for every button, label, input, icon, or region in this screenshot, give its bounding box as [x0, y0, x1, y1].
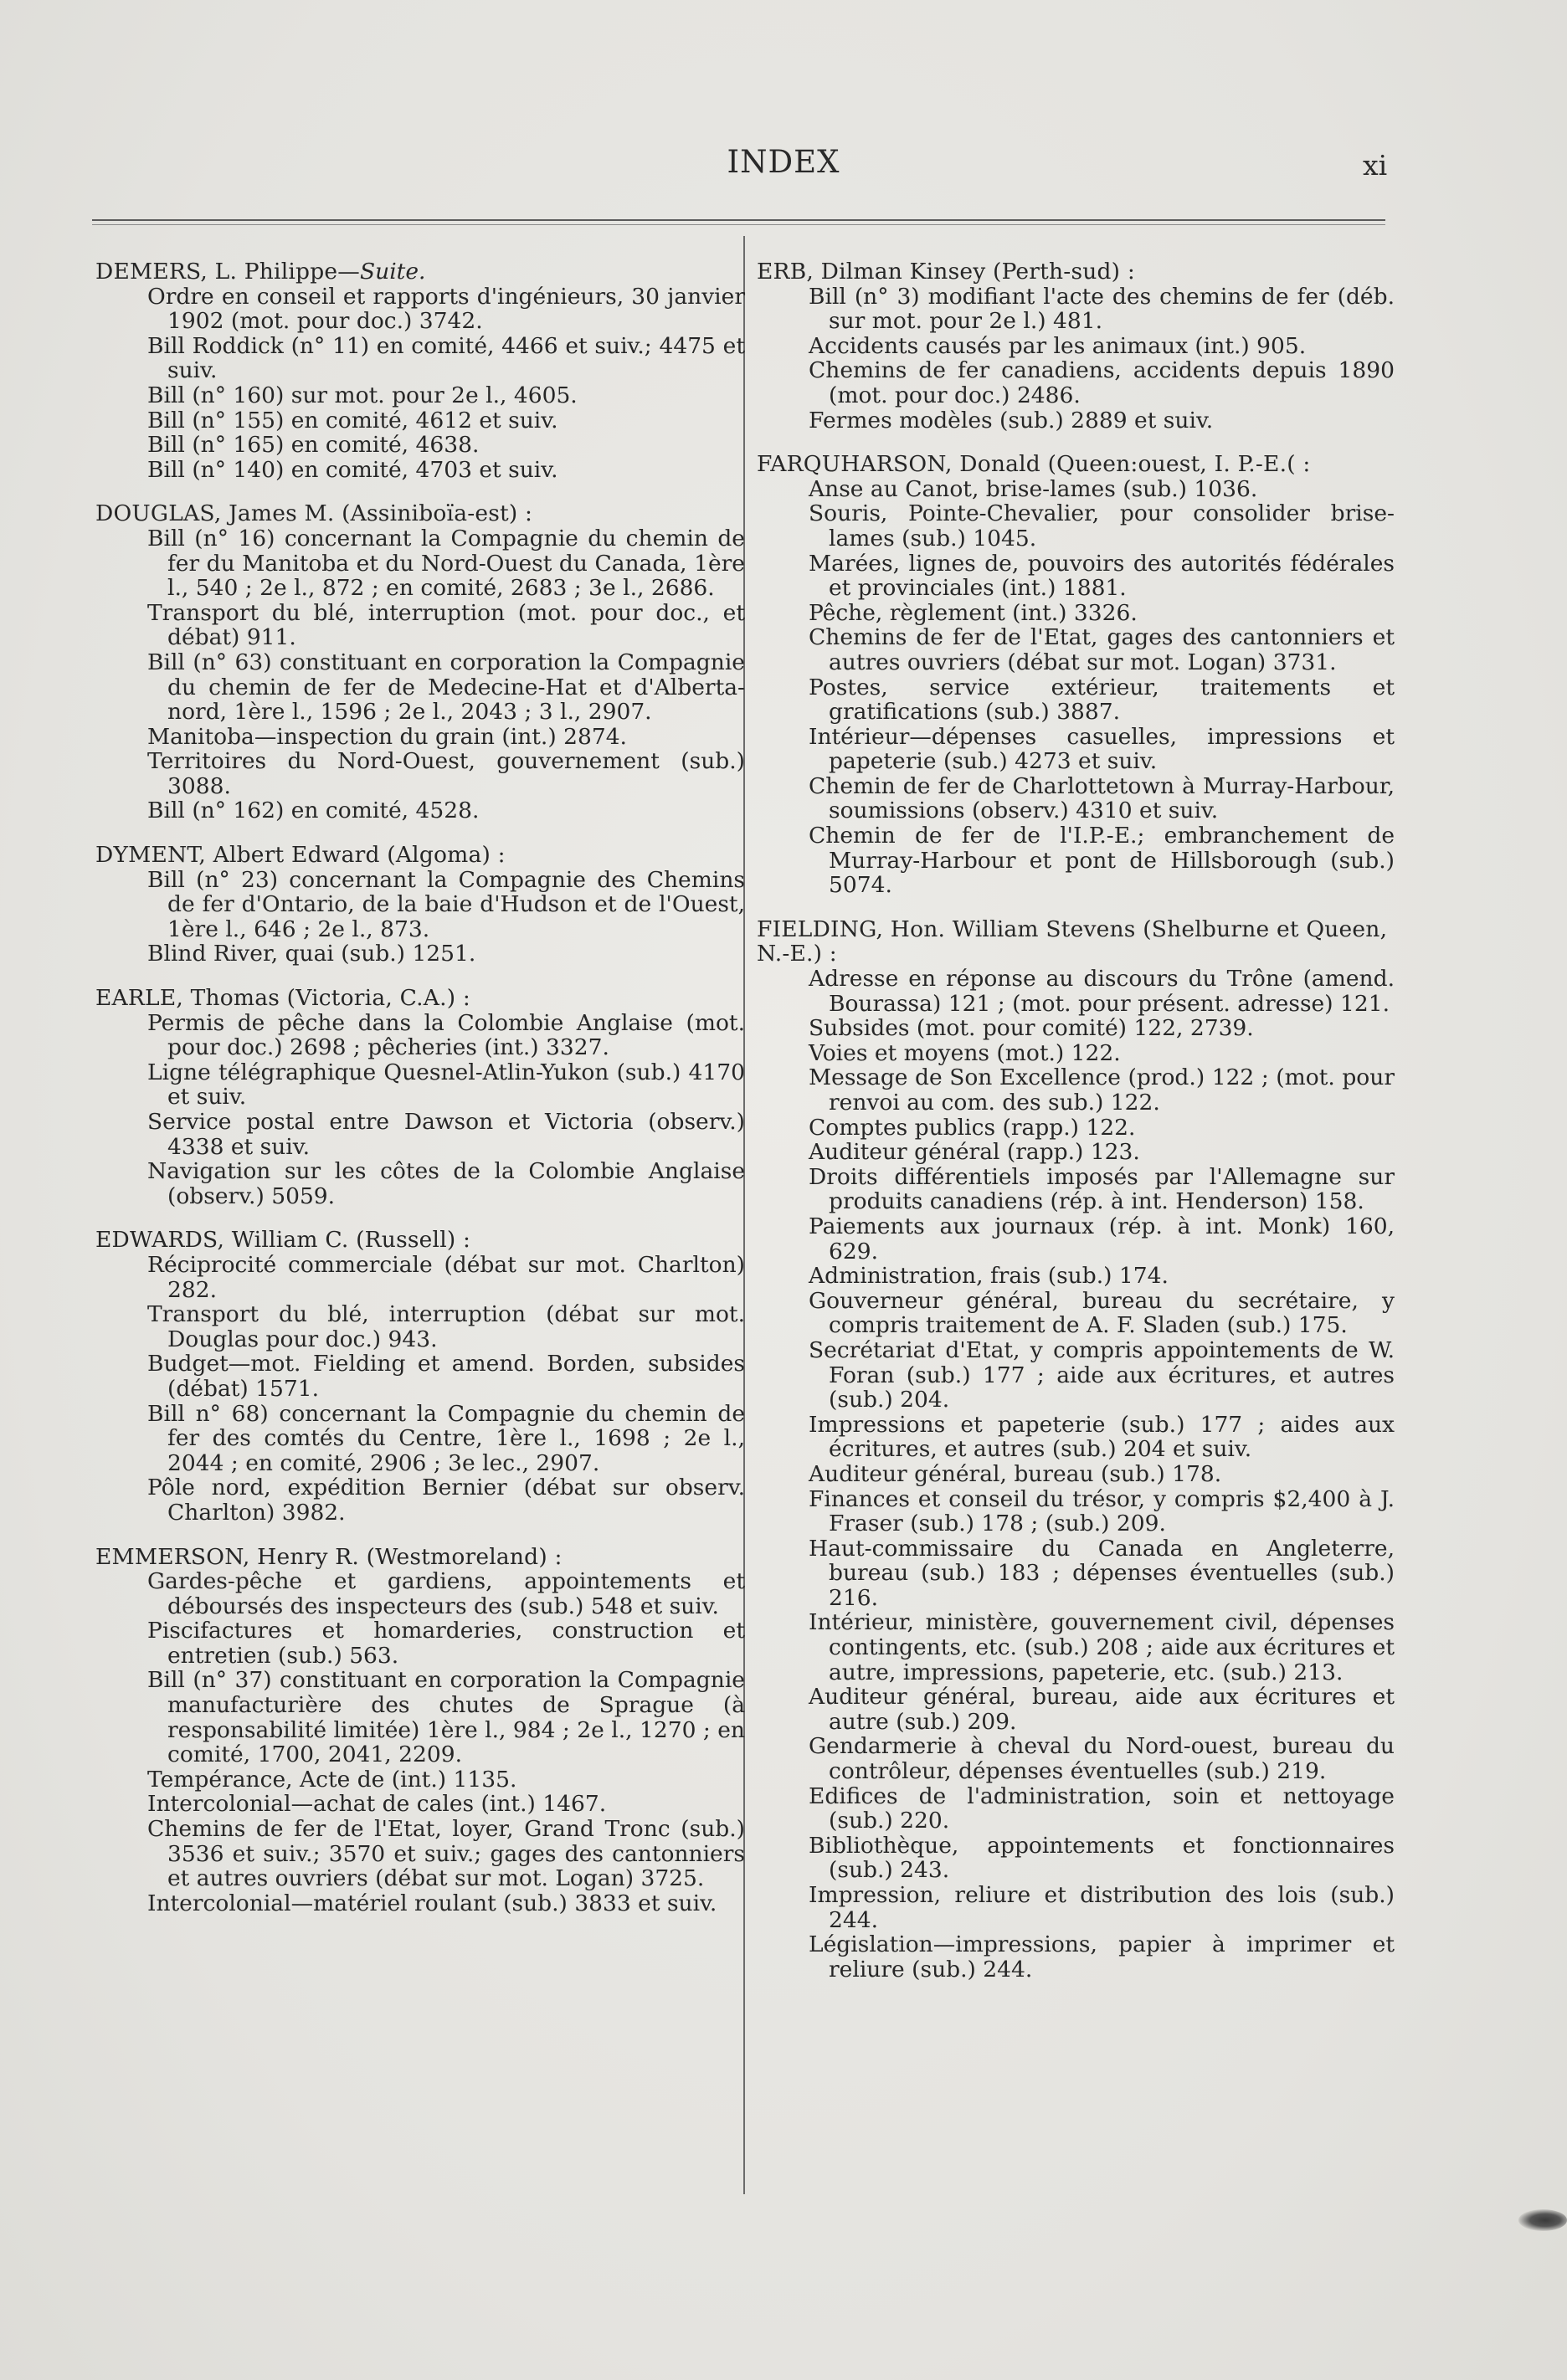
entry-item: Territoires du Nord-Ouest, gouvernement (sub.) 3088.: [147, 748, 745, 799]
index-entry: [95, 259, 745, 482]
left-column: [95, 259, 745, 1935]
header-rule: [92, 219, 1385, 225]
entry-item: Blind River, quai (sub.) 1251.: [147, 941, 476, 967]
entry-name: ERB, Dilman Kinsey (Perth-sud) :: [757, 259, 1135, 285]
index-entry: [95, 501, 745, 823]
entry-item: Piscifactures et homarderies, construction et entretien (sub.) 563.: [147, 1618, 745, 1669]
entry-item: Chemin de fer de l'I.P.-E.; embranchement de Murray-Harbour et pont de Hillsborough (sub.) 5074.: [809, 823, 1395, 899]
entry-item: Pêche, règlement (int.) 3326.: [809, 599, 1138, 626]
entry-item: Intercolonial—achat de cales (int.) 1467.: [147, 1791, 607, 1818]
entry-item: Service postal entre Dawson et Victoria (observ.) 4338 et suiv.: [147, 1109, 745, 1160]
entry-item: Fermes modèles (sub.) 2889 et suiv.: [809, 407, 1214, 433]
index-entry: [757, 917, 1395, 1982]
entry-item: Intercolonial—matériel roulant (sub.) 3833 et suiv.: [147, 1890, 717, 1916]
entry-item: Intérieur—dépenses casuelles, impressions et papeterie (sub.) 4273 et suiv.: [809, 723, 1395, 775]
entry-item: Impression, reliure et distribution des lois (sub.) 244.: [809, 1882, 1395, 1933]
entry-item: Postes, service extérieur, traitements et gratifications (sub.) 3887.: [809, 674, 1395, 726]
entry-item: Ligne télégraphique Quesnel-Atlin-Yukon (sub.) 4170 et suiv.: [147, 1059, 745, 1110]
entry-item: Manitoba—inspection du grain (int.) 2874.: [147, 723, 627, 750]
ink-blot: [1518, 2209, 1567, 2231]
entry-item: Pôle nord, expédition Bernier (débat sur observ. Charlton) 3982.: [147, 1475, 745, 1526]
entry-heading: [95, 843, 745, 868]
entry-item: Bill (n° 23) concernant la Compagnie des Chemins de fer d'Ontario, de la baie d'Hudson et de l'Ouest, 1ère l., 646 ; 2e l., 873.: [147, 866, 745, 942]
entry-item: Tempérance, Acte de (int.) 1135.: [147, 1766, 517, 1793]
entry-heading: [95, 259, 745, 285]
index-entry: [95, 1228, 745, 1525]
entry-name: EARLE, Thomas (Victoria, C.A.) :: [95, 985, 470, 1012]
entry-item: Législation—impressions, papier à imprimer et reliure (sub.) 244.: [809, 1931, 1395, 1982]
entry-item: Budget—mot. Fielding et amend. Borden, subsides (débat) 1571.: [147, 1351, 745, 1402]
entry-heading: [757, 917, 1395, 967]
page-title: INDEX: [727, 144, 840, 180]
index-entry: [95, 1545, 745, 1916]
entry-heading: [95, 1545, 745, 1570]
entry-item: Gendarmerie à cheval du Nord-ouest, bureau du contrôleur, dépenses éventuelles (sub.) 219.: [809, 1733, 1395, 1785]
entry-item: Bill (n° 16) concernant la Compagnie du chemin de fer du Manitoba et du Nord-Ouest du Canada, 1ère l., 540 ; 2e l., 872 ; en comité, 2683 ; 3e l., 2686.: [147, 525, 745, 602]
entry-name: EDWARDS, William C. (Russell) :: [95, 1227, 471, 1254]
entry-item: Accidents causés par les animaux (int.) 905.: [809, 332, 1307, 359]
entry-item: Subsides (mot. pour comité) 122, 2739.: [809, 1015, 1254, 1042]
entry-item: Gardes-pêche et gardiens, appointements et déboursés des inspecteurs des (sub.) 548 et suiv.: [147, 1568, 745, 1619]
entry-name: FIELDING, Hon. William Stevens (Shelburne et Queen, N.-E.) :: [757, 916, 1388, 967]
entry-heading: [95, 501, 745, 526]
entry-item: Marées, lignes de, pouvoirs des autorités fédérales et provinciales (int.) 1881.: [809, 550, 1395, 602]
right-column: [757, 259, 1395, 2001]
entry-item: Bill (n° 63) constituant en corporation la Compagnie du chemin de fer de Medecine-Hat et d'Alberta-nord, 1ère l., 1596 ; 2e l., 2043 ; 3 l., 2907.: [147, 649, 745, 726]
entry-item: Chemin de fer de Charlottetown à Murray-Harbour, soumissions (observ.) 4310 et suiv.: [809, 772, 1395, 824]
entry-heading-suffix: Suite.: [359, 259, 426, 285]
entry-item: Secrétariat d'Etat, y compris appointements de W. Foran (sub.) 177 ; aide aux écritures, et autres (sub.) 204.: [809, 1336, 1395, 1413]
entry-item: Droits différentiels imposés par l'Allemagne sur produits canadiens (rép. à int. Henderson) 158.: [809, 1163, 1395, 1215]
entry-item: Paiements aux journaux (rép. à int. Monk) 160, 629.: [809, 1213, 1395, 1264]
entry-item: Message de Son Excellence (prod.) 122 ; (mot. pour renvoi au com. des sub.) 122.: [809, 1064, 1395, 1116]
entry-item: Ordre en conseil et rapports d'ingénieurs, 30 janvier 1902 (mot. pour doc.) 3742.: [147, 283, 745, 335]
entry-name: DOUGLAS, James M. (Assiniboïa-est) :: [95, 500, 533, 527]
entry-heading: [95, 986, 745, 1011]
entry-item: Réciprocité commerciale (débat sur mot. Charlton) 282.: [147, 1251, 745, 1303]
entry-item: Anse au Canot, brise-lames (sub.) 1036.: [809, 475, 1258, 502]
entry-item: Souris, Pointe-Chevalier, pour consolider brise-lames (sub.) 1045.: [809, 500, 1395, 551]
entry-item: Administration, frais (sub.) 174.: [809, 1263, 1169, 1290]
entry-item: Bill (n° 155) en comité, 4612 et suiv.: [147, 407, 558, 433]
entry-heading: [757, 452, 1395, 477]
entry-item: Gouverneur général, bureau du secrétaire, y compris traitement de A. F. Sladen (sub.) 175.: [809, 1287, 1395, 1339]
entry-item: Chemins de fer de l'Etat, gages des cantonniers et autres ouvriers (débat sur mot. Logan) 3731.: [809, 624, 1395, 675]
entry-item: Navigation sur les côtes de la Colombie Anglaise (observ.) 5059.: [147, 1158, 745, 1209]
entry-item: Transport du blé, interruption (mot. pour doc., et débat) 911.: [147, 599, 745, 651]
entry-item: Edifices de l'administration, soin et nettoyage (sub.) 220.: [809, 1782, 1395, 1834]
entry-item: Chemins de fer canadiens, accidents depuis 1890 (mot. pour doc.) 2486.: [809, 357, 1395, 408]
entry-item: Haut-commissaire du Canada en Angleterre, bureau (sub.) 183 ; dépenses éventuelles (sub.) 216.: [809, 1535, 1395, 1611]
entry-item: Auditeur général, bureau (sub.) 178.: [809, 1460, 1222, 1487]
entry-name: DYMENT, Albert Edward (Algoma) :: [95, 842, 506, 869]
entry-heading: [757, 259, 1395, 285]
entry-item: Intérieur, ministère, gouvernement civil, dépenses contingents, etc. (sub.) 208 ; aide aux écritures et autre, impressions, papeterie, etc. (sub.) 213.: [809, 1609, 1395, 1685]
entry-name: FARQUHARSON, Donald (Queen:ouest, I. P.-E.( :: [757, 451, 1311, 478]
entry-item: Adresse en réponse au discours du Trône (amend. Bourassa) 121 ; (mot. pour présent. adresse) 121.: [809, 966, 1395, 1017]
entry-item: Permis de pêche dans la Colombie Anglaise (mot. pour doc.) 2698 ; pêcheries (int.) 3327.: [147, 1009, 745, 1061]
entry-item: Bill (n° 165) en comité, 4638.: [147, 432, 480, 459]
index-entry: [757, 259, 1395, 433]
entry-item: Bill (n° 3) modifiant l'acte des chemins de fer (déb. sur mot. pour 2e l.) 481.: [809, 283, 1395, 335]
entry-item: Transport du blé, interruption (débat sur mot. Douglas pour doc.) 943.: [147, 1301, 745, 1352]
index-entry: [95, 843, 745, 967]
entry-item: Finances et conseil du trésor, y compris $2,400 à J. Fraser (sub.) 178 ; (sub.) 209.: [809, 1485, 1395, 1537]
entry-item: Bill (n° 37) constituant en corporation la Compagnie manufacturière des chutes de Sprague (à responsabilité limitée) 1ère l., 984 ; 2e l., 1270 ; en comité, 1700, 2041, 2209.: [147, 1667, 745, 1768]
entry-item: Bill Roddick (n° 11) en comité, 4466 et suiv.; 4475 et suiv.: [147, 332, 745, 384]
entry-name: EMMERSON, Henry R. (Westmoreland) :: [95, 1543, 563, 1570]
index-entry: [95, 986, 745, 1208]
entry-item: Voies et moyens (mot.) 122.: [809, 1039, 1121, 1066]
entry-item: Bill (n° 140) en comité, 4703 et suiv.: [147, 456, 558, 483]
entry-item: Bill n° 68) concernant la Compagnie du chemin de fer des comtés du Centre, 1ère l., 1698 ; 2e l., 2044 ; en comité, 2906 ; 3e lec., 2907.: [147, 1400, 745, 1476]
entry-name: DEMERS, L. Philippe—: [95, 259, 360, 285]
entry-item: Bill (n° 160) sur mot. pour 2e l., 4605.: [147, 382, 578, 408]
entry-heading: [95, 1228, 745, 1253]
entry-item: Impressions et papeterie (sub.) 177 ; aides aux écritures, et autres (sub.) 204 et suiv.: [809, 1411, 1395, 1463]
entry-item: Auditeur général, bureau, aide aux écritures et autre (sub.) 209.: [809, 1684, 1395, 1735]
entry-item: Comptes publics (rapp.) 122.: [809, 1114, 1136, 1141]
entry-item: Auditeur général (rapp.) 123.: [809, 1139, 1140, 1166]
entry-item: Bill (n° 162) en comité, 4528.: [147, 798, 480, 824]
index-entry: [757, 452, 1395, 898]
page-number: xi: [1363, 149, 1388, 182]
entry-item: Bibliothèque, appointements et fonctionnaires (sub.) 243.: [809, 1832, 1395, 1884]
entry-item: Chemins de fer de l'Etat, loyer, Grand Tronc (sub.) 3536 et suiv.; 3570 et suiv.; gages des cantonniers et autres ouvriers (débat sur mot. Logan) 3725.: [147, 1816, 745, 1892]
